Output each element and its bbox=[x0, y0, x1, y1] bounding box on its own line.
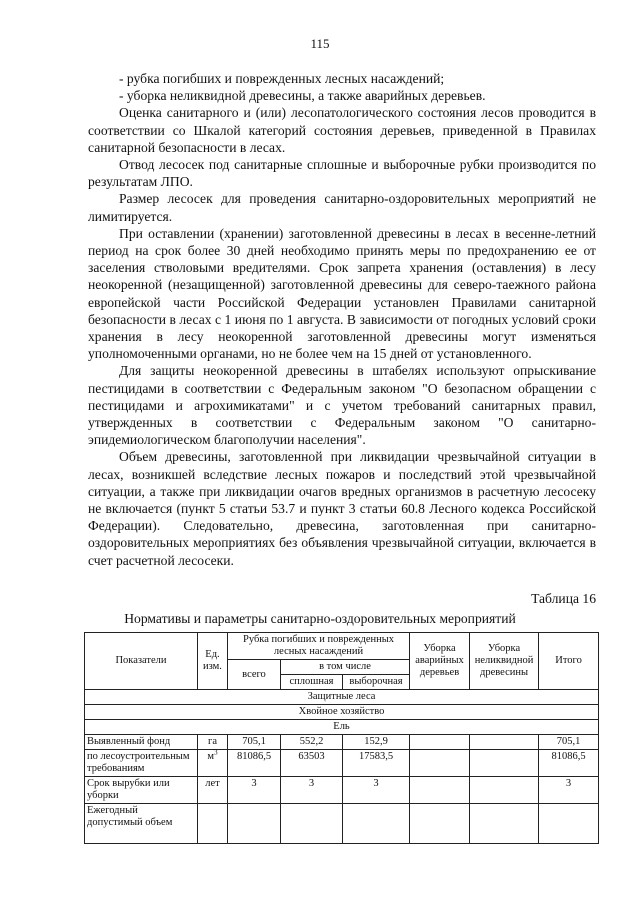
row-selective bbox=[343, 804, 410, 844]
paragraph: Для защиты неокоренной древесины в штабелях используют опрыскивание пестицидами в соответствии с Федеральным законом "О безопасном обращении с пестицидами и агрохимикатами" и с учетом требований санитарных правил, утвержденных в соответствии с Федеральным законом "О санитарно-эпидемиологическом благополучии населения". bbox=[88, 363, 596, 448]
section-species: Ель bbox=[85, 720, 599, 735]
row-emergency bbox=[410, 735, 470, 750]
row-emergency bbox=[410, 750, 470, 777]
paragraph: При оставлении (хранении) заготовленной древесины в лесах в весенне-летний период на срок более 30 дней необходимо принять меры по предохранению ее от заселения стволовыми вредителями. Срок запрета хранения (оставления) в лесу неокоренной (незащищенной) заготовленной древесины для северо-таежного района европейской части Российской Федерации установлен Правилами санитарной безопасности в лесах с 1 июня по 1 августа. В зависимости от погодных условий сроки хранения в лесу неокоренной заготовленной древесины могут изменяться уполномоченными органами, но не более чем на 15 дней от установленного. bbox=[88, 225, 596, 362]
header-unit: Ед. изм. bbox=[198, 633, 228, 690]
row-emergency bbox=[410, 777, 470, 804]
header-total-sub: всего bbox=[228, 660, 281, 690]
paragraph: Размер лесосек для проведения санитарно-оздоровительных мероприятий не лимитируется. bbox=[88, 191, 596, 224]
row-total: 81086,5 bbox=[228, 750, 281, 777]
row-clear bbox=[281, 804, 343, 844]
row-illiquid bbox=[470, 735, 539, 750]
header-illiquid: Уборка неликвидной древесины bbox=[470, 633, 539, 690]
page-number: 115 bbox=[310, 36, 330, 51]
table-title: Нормативы и параметры санитарно-оздоровительных мероприятий bbox=[124, 611, 516, 626]
table-row bbox=[85, 735, 599, 750]
row-sum bbox=[539, 804, 599, 844]
header-felling: Рубка погибших и поврежденных лесных насаждений bbox=[228, 633, 410, 660]
row-indicator: по лесоустроительным требованиям bbox=[85, 750, 198, 777]
header-including: в том числе bbox=[281, 660, 410, 675]
row-unit-text: м bbox=[207, 751, 215, 762]
row-indicator: Ежегодный допустимый объем bbox=[85, 804, 198, 844]
header-selective: выборочная bbox=[343, 675, 410, 690]
row-clear: 3 bbox=[281, 777, 343, 804]
row-indicator: Выявленный фонд bbox=[85, 735, 198, 750]
row-illiquid bbox=[470, 777, 539, 804]
paragraph: Объем древесины, заготовленной при ликвидации чрезвычайной ситуации в лесах, возникшей вследствие лесных пожаров и последствий этой чрезвычайной ситуации, а также при ликвидации очагов вредных организмов в расчетную лесосеку не включается (пункт 5 статьи 53.7 и пункт 3 статьи 60.8 Лесного кодекса Российской Федерации). Следовательно, древесина, заготовленная при санитарно-оздоровительных мероприятиях без объявления чрезвычайной ситуации, включается в счет расчетной лесосеки. bbox=[88, 449, 596, 568]
row-clear: 63503 bbox=[281, 750, 343, 777]
norms-table bbox=[84, 632, 599, 844]
row-unit: га bbox=[198, 735, 228, 750]
row-sum: 3 bbox=[539, 777, 599, 804]
row-unit bbox=[198, 750, 228, 777]
row-selective: 3 bbox=[343, 777, 410, 804]
row-selective: 152,9 bbox=[343, 735, 410, 750]
body-text bbox=[88, 70, 596, 569]
table-row bbox=[85, 777, 599, 804]
row-total: 3 bbox=[228, 777, 281, 804]
row-selective: 17583,5 bbox=[343, 750, 410, 777]
section-farm: Хвойное хозяйство bbox=[85, 705, 599, 720]
row-unit-sup: 3 bbox=[214, 748, 218, 757]
paragraph: Оценка санитарного и (или) лесопатологического состояния лесов проводится в соответствии со Шкалой категорий состояния деревьев, приведенной в Правилах санитарной безопасности в лесах. bbox=[88, 105, 596, 155]
row-emergency bbox=[410, 804, 470, 844]
row-sum: 705,1 bbox=[539, 735, 599, 750]
paragraph: Отвод лесосек под санитарные сплошные и выборочные рубки производится по результатам ЛПО. bbox=[88, 157, 596, 190]
header-indicators: Показатели bbox=[85, 633, 198, 690]
row-total: 705,1 bbox=[228, 735, 281, 750]
row-unit: лет bbox=[198, 777, 228, 804]
header-grand-total: Итого bbox=[539, 633, 599, 690]
row-clear: 552,2 bbox=[281, 735, 343, 750]
table-row bbox=[85, 750, 599, 777]
table-label: Таблица 16 bbox=[531, 591, 596, 606]
row-total bbox=[228, 804, 281, 844]
paragraph: - уборка неликвидной древесины, а также аварийных деревьев. bbox=[119, 88, 486, 104]
row-unit bbox=[198, 804, 228, 844]
section-forest: Защитные леса bbox=[85, 690, 599, 705]
paragraph: - рубка погибших и поврежденных лесных насаждений; bbox=[119, 71, 445, 86]
header-clear: сплошная bbox=[281, 675, 343, 690]
header-emergency: Уборка аварийных деревьев bbox=[410, 633, 470, 690]
row-sum: 81086,5 bbox=[539, 750, 599, 777]
row-illiquid bbox=[470, 750, 539, 777]
table-row bbox=[85, 804, 599, 844]
row-indicator: Срок вырубки или уборки bbox=[85, 777, 198, 804]
row-illiquid bbox=[470, 804, 539, 844]
